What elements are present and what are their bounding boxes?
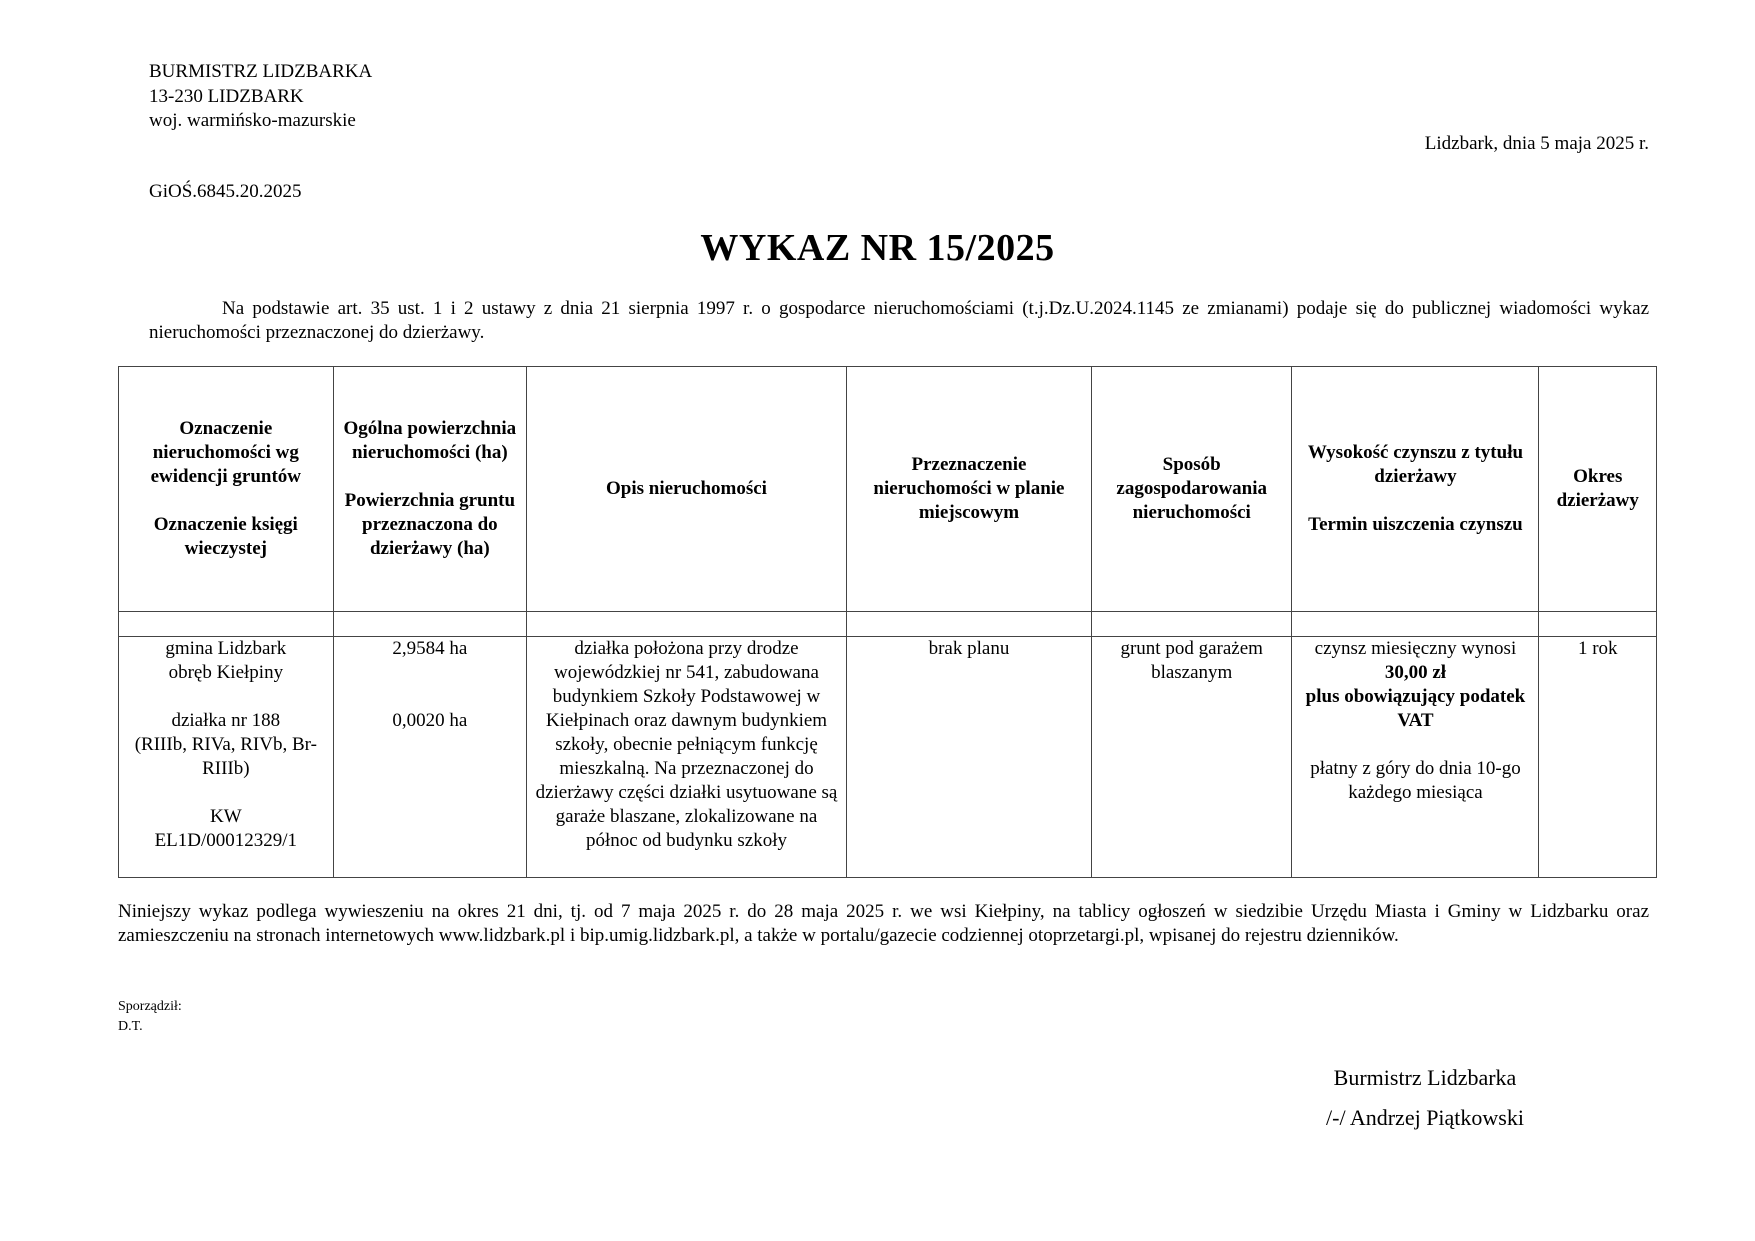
document-date: Lidzbark, dnia 5 maja 2025 r.	[1424, 133, 1649, 154]
header-land-designation	[119, 367, 334, 612]
cell-rent	[1292, 637, 1539, 878]
cell-gmina: gmina Lidzbark	[165, 638, 287, 659]
prepared-initials: D.T.	[118, 1019, 143, 1034]
authority-name: BURMISTRZ LIDZBARKA	[149, 61, 373, 82]
authority-postal: 13-230 LIDZBARK	[149, 85, 304, 107]
header-rent	[1292, 367, 1539, 612]
header-land-book-label: Oznaczenie księgi wieczystej	[153, 514, 298, 559]
property-table	[118, 366, 1657, 878]
table-header-row	[119, 367, 1657, 612]
cell-description: działka położona przy drodze wojewódzkiej nr 541, zabudowana budynkiem Szkoły Podstawowej w Kiełpinach oraz dawnym budynkiem szkoły, obecnie pełniącym funkcję mieszkalną. Na przeznaczonej do dzierżawy części działki usytuowane są garaże blaszane, zlokalizowane na północ od budynku szkoły	[527, 637, 847, 878]
cell-area-lease: 0,0020 ha	[392, 710, 468, 731]
case-reference: GiOŚ.6845.20.2025	[149, 181, 302, 202]
authority-address	[149, 60, 372, 134]
signer-name: /-/ Andrzej Piątkowski	[1326, 1105, 1524, 1130]
cell-parcel: działka nr 188	[171, 710, 281, 731]
document-title: WYKAZ NR 15/2025	[700, 227, 1055, 269]
header-total-area-label: Ogólna powierzchnia nieruchomości (ha)	[343, 418, 517, 463]
authority-voivodeship: woj. warmińsko-mazurskie	[149, 110, 356, 131]
intro-paragraph: Na podstawie art. 35 ust. 1 i 2 ustawy z dnia 21 sierpnia 1997 r. o gospodarce nieruchomościami (t.j.Dz.U.2024.1145 ze zmianami) podaje się do publicznej wiadomości wykaz nieruchomości przeznaczonej do dzierżawy.	[149, 298, 1649, 343]
posting-notice: Niniejszy wykaz podlega wywieszeniu na okres 21 dni, tj. od 7 maja 2025 r. do 28 maja 2025 r. we wsi Kiełpiny, na tablicy ogłoszeń w siedzibie Urzędu Miasta i Gminy w Lidzbarku oraz zamieszczeniu na stronach internetowych www.lidzbark.pl i bip.umig.lidzbark.pl, a także w portalu/gazecie codziennej otoprzetargi.pl, wpisanej do rejestru dzienników.	[118, 901, 1649, 946]
header-plan-purpose: Przeznaczenie nieruchomości w planie miejscowym	[846, 367, 1091, 612]
header-lease-period: Okres dzierżawy	[1539, 367, 1657, 612]
signature-block	[1260, 1058, 1590, 1138]
cell-land-designation	[119, 637, 334, 878]
header-land-registry-label: Oznaczenie nieruchomości wg ewidencji gruntów	[150, 418, 302, 487]
prepared-label: Sporządził:	[118, 999, 182, 1014]
cell-kw-number: EL1D/00012329/1	[154, 830, 298, 851]
cell-rent-intro: czynsz miesięczny wynosi	[1314, 638, 1517, 659]
cell-plan: brak planu	[846, 637, 1091, 878]
cell-rent-vat: plus obowiązujący podatek VAT	[1305, 686, 1526, 731]
header-lease-area-label: Powierzchnia gruntu przeznaczona do dzierżawy (ha)	[344, 490, 516, 559]
cell-soil-classes: (RIIIb, RIVa, RIVb, Br-RIIIb)	[134, 734, 317, 779]
prepared-by-block	[118, 997, 182, 1037]
table-row	[119, 637, 1657, 878]
cell-area	[333, 637, 526, 878]
cell-usage: grunt pod garażem blaszanym	[1091, 637, 1291, 878]
header-rent-amount-label: Wysokość czynszu z tytułu dzierżawy	[1307, 442, 1524, 487]
cell-kw-label: KW	[209, 806, 242, 827]
table-spacer-row	[119, 612, 1657, 637]
header-rent-term-label: Termin uiszczenia czynszu	[1308, 514, 1523, 535]
header-description: Opis nieruchomości	[527, 367, 847, 612]
cell-payment-terms: płatny z góry do dnia 10-go każdego miesiąca	[1310, 758, 1521, 803]
cell-area-total: 2,9584 ha	[392, 638, 468, 659]
cell-period: 1 rok	[1539, 637, 1657, 878]
header-area	[333, 367, 526, 612]
cell-obreb: obręb Kiełpiny	[168, 662, 284, 683]
header-usage: Sposób zagospodarowania nieruchomości	[1091, 367, 1291, 612]
signer-title: Burmistrz Lidzbarka	[1333, 1065, 1517, 1090]
cell-rent-amount: 30,00 zł	[1384, 662, 1447, 683]
